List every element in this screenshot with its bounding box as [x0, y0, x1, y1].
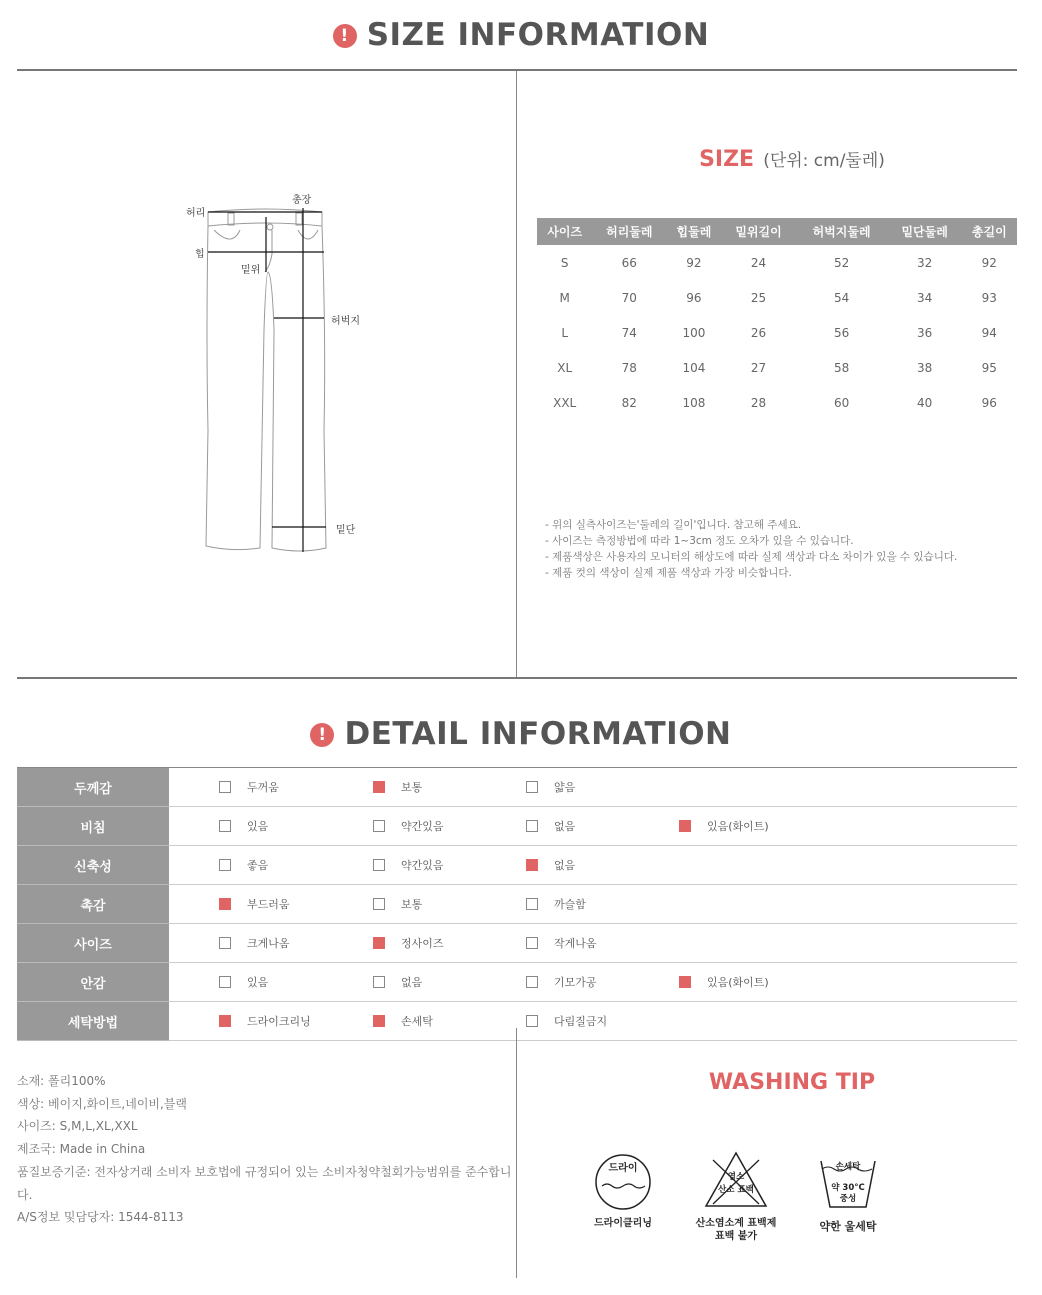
detail-option[interactable] — [219, 857, 268, 873]
size-table-cell: XL — [557, 360, 573, 375]
detail-option[interactable] — [219, 1013, 311, 1029]
detail-row-options — [169, 807, 1017, 846]
detail-option-label: 좋음 — [247, 859, 269, 872]
size-table-cell: 56 — [833, 325, 850, 340]
checked-checkbox[interactable] — [219, 1015, 231, 1027]
detail-row — [17, 924, 1017, 963]
exclamation-icon: ! — [333, 24, 357, 48]
pants-diagram — [180, 190, 380, 565]
hand-wash-symbol-mid: 약 30°C — [831, 1183, 865, 1193]
detail-information-title: DETAIL INFORMATION — [344, 716, 732, 752]
info-origin: 제조국: Made in China — [17, 1142, 146, 1157]
detail-row-label: 사이즈 — [17, 924, 169, 963]
checked-checkbox[interactable] — [373, 1015, 385, 1027]
detail-option[interactable] — [219, 818, 268, 834]
size-table-row — [537, 385, 1017, 420]
size-table-cell: 96 — [981, 395, 997, 410]
no-bleach-symbol-top: 염소 — [727, 1172, 745, 1182]
label-length: 총장 — [292, 195, 312, 206]
detail-option[interactable] — [373, 1013, 433, 1029]
detail-table — [17, 768, 1017, 1041]
size-table-row — [537, 315, 1017, 350]
detail-row — [17, 963, 1017, 1002]
label-hem: 밑단 — [336, 525, 356, 536]
size-table-row — [537, 245, 1017, 280]
size-table-cell: 93 — [981, 290, 997, 305]
unchecked-checkbox[interactable] — [526, 937, 538, 949]
detail-row-label: 비침 — [17, 807, 169, 846]
detail-row-options — [169, 1002, 1017, 1041]
unchecked-checkbox[interactable] — [526, 898, 538, 910]
checked-checkbox[interactable] — [679, 976, 691, 988]
size-table-row — [537, 350, 1017, 385]
detail-option[interactable] — [373, 818, 444, 834]
detail-row-options — [169, 846, 1017, 885]
size-table-cell: 108 — [682, 395, 706, 410]
size-note: - 제품 컷의 색상이 실제 제품 색상과 가장 비슷합니다. — [545, 567, 792, 579]
size-table-unit: (단위: cm/둘레) — [763, 151, 885, 171]
size-table-cell: S — [560, 255, 569, 270]
detail-option-label: 약간있음 — [401, 820, 444, 833]
info-warranty: 품질보증기준: 전자상거래 소비자 보호법에 규정되어 있는 소비자청약철회가능범위를 준수합니다. — [17, 1164, 512, 1202]
size-table-cell: 78 — [621, 360, 637, 375]
detail-option[interactable] — [526, 1013, 607, 1029]
size-table-title: SIZE — [699, 147, 755, 172]
size-table-cell: 36 — [917, 325, 933, 340]
hand-wash-symbol-top: 손세탁 — [835, 1162, 861, 1172]
detail-option[interactable] — [373, 974, 422, 990]
detail-option-label: 두꺼움 — [247, 781, 279, 794]
product-info — [17, 1070, 512, 1229]
detail-option[interactable] — [526, 935, 597, 951]
size-note: - 제품색상은 사용자의 모니터의 해상도에 따라 실제 색상과 다소 차이가 있을 수 있습니다. — [545, 551, 958, 563]
size-information-title: SIZE INFORMATION — [366, 17, 710, 53]
detail-option[interactable] — [373, 896, 422, 912]
bottom-vertical-divider — [516, 1028, 517, 1278]
size-table-cell: 92 — [981, 255, 997, 270]
checked-checkbox[interactable] — [526, 859, 538, 871]
exclamation-icon: ! — [310, 723, 334, 747]
size-table-cell: 95 — [981, 360, 997, 375]
size-table-cell: 60 — [833, 395, 850, 410]
detail-option[interactable] — [219, 779, 279, 795]
detail-option-label: 있음 — [247, 820, 269, 833]
unchecked-checkbox[interactable] — [526, 781, 538, 793]
detail-row-label: 안감 — [17, 963, 169, 1002]
detail-row-label: 촉감 — [17, 885, 169, 924]
detail-row — [17, 768, 1017, 807]
detail-option-label: 보통 — [401, 781, 423, 794]
detail-option[interactable] — [373, 857, 444, 873]
unchecked-checkbox[interactable] — [219, 781, 231, 793]
detail-option-label: 정사이즈 — [401, 937, 444, 950]
info-colors: 색상: 베이지,화이트,네이비,블랙 — [17, 1096, 187, 1111]
detail-option[interactable] — [526, 779, 575, 795]
detail-option[interactable] — [219, 974, 268, 990]
detail-option[interactable] — [679, 974, 769, 990]
detail-option-label: 없음 — [554, 820, 576, 833]
unchecked-checkbox[interactable] — [373, 820, 385, 832]
detail-option-label: 약간있음 — [401, 859, 444, 872]
size-information-heading — [0, 17, 1042, 53]
size-table-cell: 58 — [833, 360, 850, 375]
detail-option-label: 다림질금지 — [554, 1015, 608, 1028]
hand-wash-caption: 약한 울세탁 — [819, 1220, 877, 1233]
detail-row-options — [169, 885, 1017, 924]
detail-option[interactable] — [526, 857, 575, 873]
unchecked-checkbox[interactable] — [373, 859, 385, 871]
unchecked-checkbox[interactable] — [219, 820, 231, 832]
col-size: 사이즈 — [537, 218, 592, 245]
detail-option-label: 크게나옴 — [247, 937, 290, 950]
detail-option[interactable] — [679, 818, 769, 834]
size-table-cell: 74 — [621, 325, 637, 340]
label-hip: 힙 — [195, 249, 205, 260]
no-bleach-caption-1: 산소염소계 표백제 — [695, 1218, 777, 1229]
unchecked-checkbox[interactable] — [219, 937, 231, 949]
detail-option[interactable] — [219, 935, 290, 951]
detail-information-heading — [0, 716, 1042, 752]
label-waist: 허리 — [186, 208, 206, 219]
detail-option[interactable] — [526, 974, 597, 990]
detail-row — [17, 846, 1017, 885]
detail-option-label: 손세탁 — [401, 1015, 433, 1028]
washing-tip-title: WASHING TIP — [708, 1070, 876, 1095]
size-table-cell: 38 — [917, 360, 933, 375]
col-thigh: 허벅지둘레 — [795, 218, 887, 245]
col-waist: 허리둘레 — [592, 218, 666, 245]
detail-option[interactable] — [373, 935, 444, 951]
size-table-cell: 92 — [686, 255, 702, 270]
label-thigh: 허벅지 — [331, 316, 360, 327]
size-table-cell: 34 — [917, 290, 933, 305]
detail-row-options — [169, 924, 1017, 963]
size-notes — [545, 517, 957, 581]
hand-wash-symbol-bottom: 중성 — [839, 1194, 857, 1204]
detail-option-label: 기모가공 — [554, 976, 597, 989]
size-table-heading — [517, 146, 1042, 172]
checked-checkbox[interactable] — [373, 937, 385, 949]
dry-clean-symbol-text: 드라이 — [608, 1163, 638, 1174]
detail-option-label: 없음 — [401, 976, 423, 989]
col-hip: 힙둘레 — [666, 218, 721, 245]
col-length: 총길이 — [962, 218, 1017, 245]
size-table-cell: 104 — [682, 360, 706, 375]
unchecked-checkbox[interactable] — [219, 859, 231, 871]
detail-row — [17, 1002, 1017, 1041]
detail-option-label: 작게나옴 — [554, 937, 597, 950]
unchecked-checkbox[interactable] — [526, 976, 538, 988]
size-table-cell: 32 — [917, 255, 933, 270]
detail-row — [17, 807, 1017, 846]
top-divider — [17, 69, 1017, 71]
size-table-cell: 66 — [621, 255, 637, 270]
detail-option-label: 까슬함 — [554, 898, 586, 911]
unchecked-checkbox[interactable] — [526, 820, 538, 832]
detail-row-label: 세탁방법 — [17, 1002, 169, 1041]
detail-option-label: 있음 — [247, 976, 269, 989]
detail-option-label: 없음 — [554, 859, 576, 872]
detail-option-label: 있음(화이트) — [707, 976, 769, 989]
size-table-cell: 70 — [621, 290, 637, 305]
size-note: - 위의 실측사이즈는'둘레의 길이'입니다. 참고해 주세요. — [545, 519, 802, 531]
detail-option[interactable] — [219, 896, 290, 912]
unchecked-checkbox[interactable] — [526, 1015, 538, 1027]
detail-option-label: 얇음 — [554, 781, 576, 794]
info-as: A/S정보 및담당자: 1544-8113 — [17, 1210, 184, 1225]
unchecked-checkbox[interactable] — [373, 898, 385, 910]
size-table-cell: 26 — [750, 325, 767, 340]
detail-row-label: 신축성 — [17, 846, 169, 885]
size-table-cell: 24 — [750, 255, 767, 270]
size-table-cell: 54 — [833, 290, 850, 305]
size-table-cell: 28 — [750, 395, 767, 410]
checked-checkbox[interactable] — [373, 781, 385, 793]
detail-option-label: 드라이크리닝 — [247, 1015, 311, 1028]
unchecked-checkbox[interactable] — [219, 976, 231, 988]
size-table-cell: XXL — [553, 395, 577, 410]
size-table — [537, 218, 1017, 420]
detail-row — [17, 885, 1017, 924]
no-bleach-symbol-bottom: 산소 표백 — [718, 1185, 754, 1195]
unchecked-checkbox[interactable] — [373, 976, 385, 988]
size-table-cell: 94 — [981, 325, 997, 340]
label-rise: 밑위 — [241, 265, 261, 276]
size-table-cell: M — [559, 290, 570, 305]
detail-option[interactable] — [526, 818, 575, 834]
info-sizes: 사이즈: S,M,L,XL,XXL — [17, 1119, 138, 1134]
checked-checkbox[interactable] — [679, 820, 691, 832]
detail-option-label: 보통 — [401, 898, 423, 911]
no-bleach-caption-2: 표백 불가 — [714, 1231, 758, 1242]
detail-row-options — [169, 963, 1017, 1002]
size-table-cell: L — [561, 325, 569, 340]
size-table-cell: 25 — [750, 290, 767, 305]
size-table-cell: 52 — [833, 255, 850, 270]
detail-option[interactable] — [373, 779, 422, 795]
size-table-cell: 96 — [686, 290, 702, 305]
detail-option[interactable] — [526, 896, 586, 912]
checked-checkbox[interactable] — [219, 898, 231, 910]
middle-divider — [17, 677, 1017, 679]
size-table-header-row — [537, 218, 1017, 245]
detail-row-options — [169, 768, 1017, 807]
detail-row-label: 두께감 — [17, 768, 169, 807]
size-table-cell: 27 — [750, 360, 767, 375]
size-table-cell: 40 — [917, 395, 933, 410]
size-table-cell: 82 — [621, 395, 637, 410]
info-material: 소재: 폴리100% — [17, 1074, 106, 1088]
col-rise: 밑위길이 — [722, 218, 796, 245]
detail-option-label: 있음(화이트) — [707, 820, 769, 833]
size-table-cell: 100 — [682, 325, 706, 340]
detail-option-label: 부드러움 — [247, 898, 290, 911]
col-hem: 밑단둘레 — [888, 218, 962, 245]
size-note: - 사이즈는 측정방법에 따라 1~3cm 정도 오차가 있을 수 있습니다. — [545, 535, 854, 547]
size-table-row — [537, 280, 1017, 315]
dry-clean-caption: 드라이클리닝 — [594, 1218, 652, 1229]
